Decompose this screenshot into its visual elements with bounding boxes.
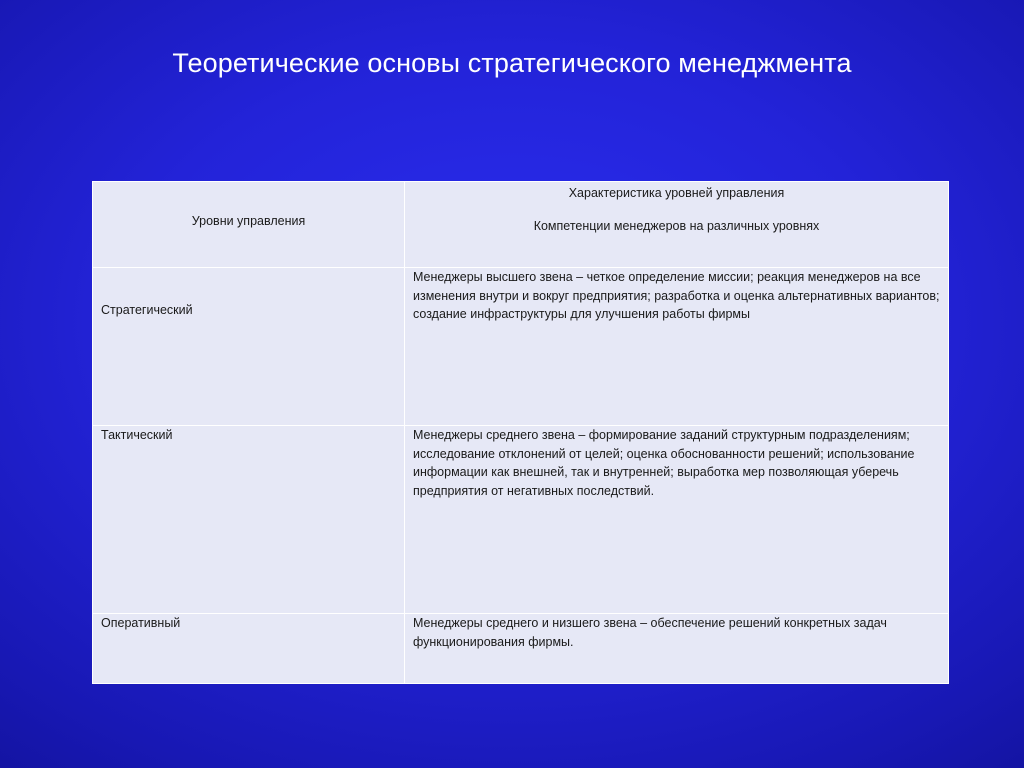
slide-title: Теоретические основы стратегического менеджмента	[172, 48, 852, 78]
header-competencies-label: Компетенции менеджеров на различных уровнях	[533, 218, 820, 233]
header-levels-label: Уровни управления	[191, 214, 306, 229]
header-cell-levels	[93, 182, 405, 268]
description-text: Менеджеры среднего и низшего звена – обеспечение решений конкретных задач функционирования фирмы.	[413, 616, 887, 649]
levels-table	[92, 181, 949, 684]
description-cell	[405, 614, 949, 684]
header-characteristics-label: Характеристика уровней управления	[568, 186, 785, 200]
table-row	[93, 268, 949, 426]
table-row	[93, 614, 949, 684]
description-text: Менеджеры среднего звена – формирование заданий структурным подразделениям; исследование отклонений от целей; оценка обоснованности решений; использование информации как внешней, так и внутренней; выработка мер позволяющая уберечь предприятия от негативных последствий.	[413, 428, 915, 498]
description-cell	[405, 426, 949, 614]
level-label: Стратегический	[101, 303, 193, 318]
table-header-row	[93, 182, 949, 268]
description-text: Менеджеры высшего звена – четкое определение миссии; реакция менеджеров на все изменения внутри и вокруг предприятия; разработка и оценка альтернативных вариантов; создание инфраструктуры для улучшения работы фирмы	[413, 270, 940, 321]
levels-table-container	[92, 181, 948, 683]
table-row	[93, 426, 949, 614]
level-cell	[93, 268, 405, 426]
level-cell	[93, 614, 405, 684]
header-cell-characteristics	[405, 182, 949, 268]
level-label: Оперативный	[101, 616, 181, 630]
level-label: Тактический	[101, 428, 173, 442]
description-cell	[405, 268, 949, 426]
level-cell	[93, 426, 405, 614]
